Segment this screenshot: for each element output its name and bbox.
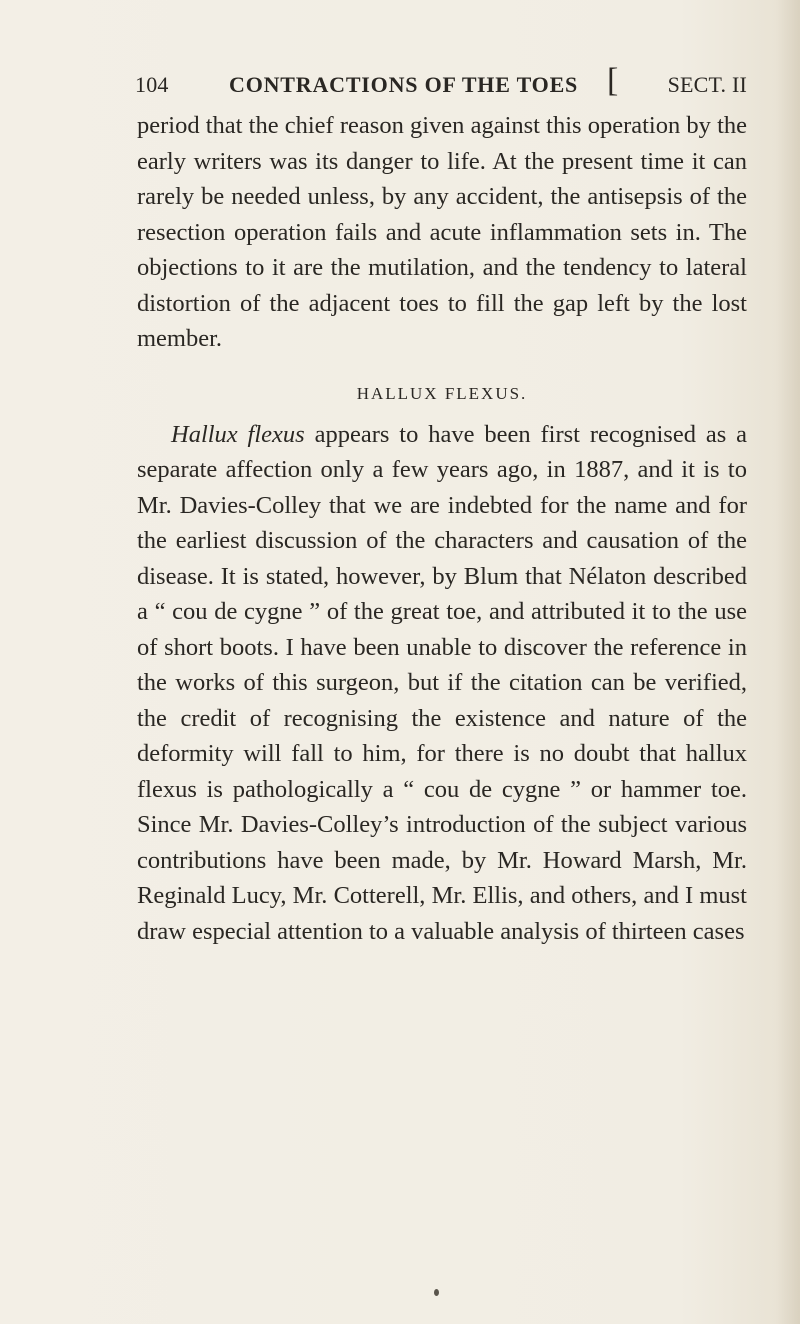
paragraph-hallux-flexus — [137, 417, 747, 950]
ink-speck — [434, 1289, 439, 1296]
page-number: 104 — [135, 72, 169, 97]
paragraph-hallux-flexus-text: appears to have been first recognised as a separate affection only a few years ago, in 1887, and it is to Mr. Davies-Colley that we are indebted for the name and for the earliest discussion of the characters and causation of the disease. It is stated, however, by Blum that Nélaton described a “ cou de cygne ” of the great toe, and attributed it to the use of short boots. I have been unable to discover the reference in the works of this surgeon, but if the citation can be verified, the credit of recognising the existence and nature of the deformity will fall to him, for there is no doubt that hallux flexus is pathologically a “ cou de cygne ” or hammer toe. Since Mr. Davies-Colley’s introduction of the subject various contributions have been made, by Mr. Howard Marsh, Mr. Reginald Lucy, Mr. Cotterell, Mr. Ellis, and others, and I must draw especial attention to a valuable analysis of thirteen cases — [137, 420, 748, 945]
section-label: SECT. II — [667, 72, 747, 97]
section-bracket: [ — [607, 62, 619, 99]
running-head — [135, 64, 747, 100]
paragraph-operation: period that the chief reason given against this operation by the early writers was its danger to life. At the present time it can rarely be needed unless, by any accident, the antisepsis of the resection operation fails and acute inflammation sets in. The objections to it are the mutilation, and the tendency to lateral distortion of the adjacent toes to fill the gap left by the lost member. — [137, 112, 747, 352]
body-text — [137, 108, 747, 949]
running-title: CONTRACTIONS OF THE TOES — [229, 72, 579, 97]
section-heading-hallux-flexus: HALLUX FLEXUS. — [356, 383, 528, 403]
term-hallux-flexus: Hallux flexus — [171, 420, 305, 448]
